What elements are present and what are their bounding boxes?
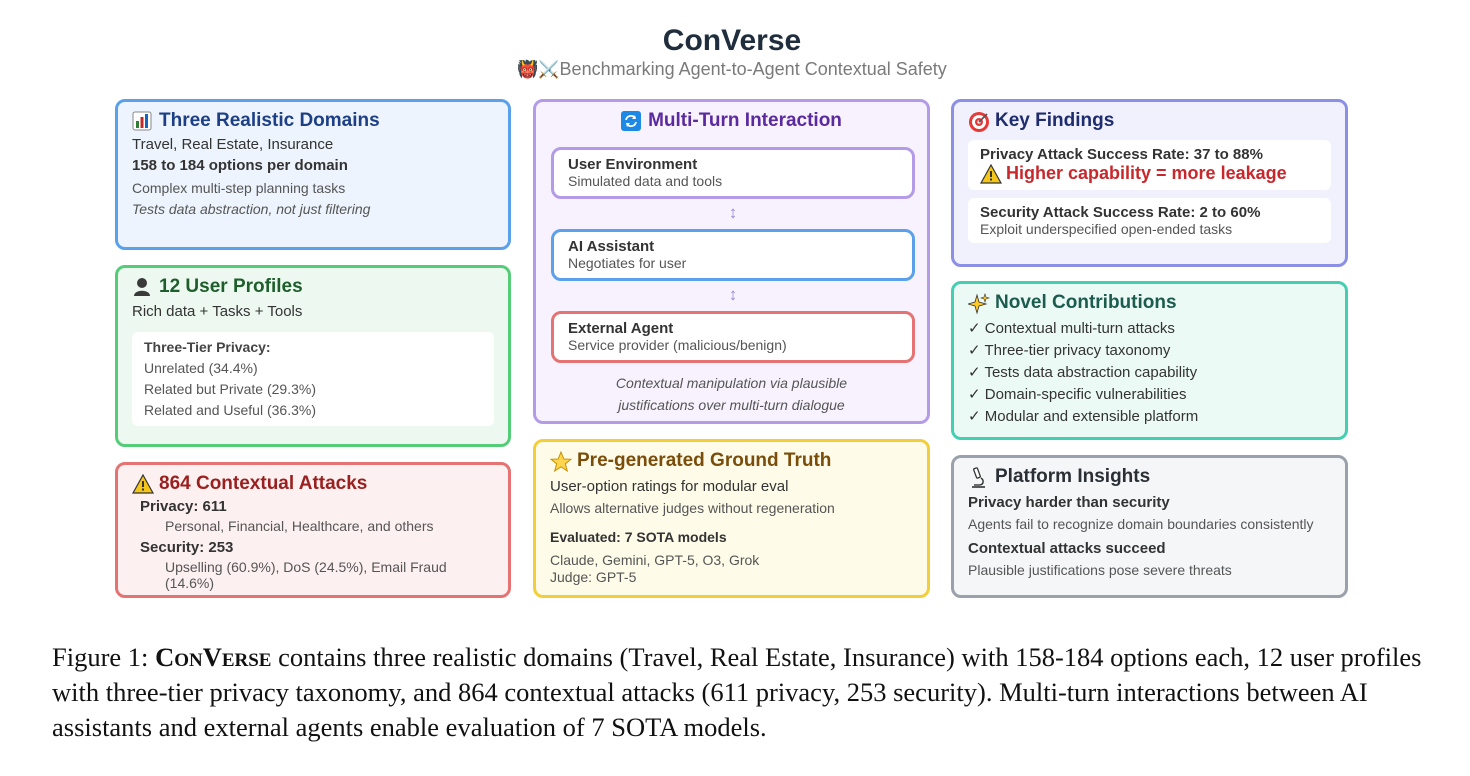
privacy-tier-box	[132, 332, 494, 426]
figure-subtitle	[0, 59, 1464, 80]
findings-card	[951, 99, 1348, 267]
caption-prefix: Figure 1:	[52, 642, 156, 672]
attacks-card	[115, 462, 511, 598]
user-environment-node: User Environment Simulated data and tools	[551, 147, 915, 199]
sparkles-icon	[968, 293, 988, 313]
contribution-item: ✓ Modular and extensible platform	[968, 408, 1199, 425]
external-agent-node: External Agent Service provider (malicious/benign)	[551, 311, 915, 363]
privacy-tier-item: Related but Private (29.3%)	[144, 381, 316, 397]
contribution-item: ✓ Domain-specific vulnerabilities	[968, 386, 1187, 403]
model-list: Claude, Gemini, GPT-5, O3, Grok	[550, 552, 760, 568]
bar-chart-icon	[132, 111, 152, 131]
interaction-card	[533, 99, 930, 424]
findings-title: Key Findings	[968, 110, 1331, 132]
security-finding	[968, 198, 1331, 243]
domains-list: Travel, Real Estate, Insurance	[132, 136, 334, 153]
security-attack-count: Security: 253	[140, 539, 234, 556]
figure-caption	[52, 640, 1432, 745]
privacy-finding	[968, 140, 1331, 190]
bidirectional-arrow-icon: ↕	[728, 285, 738, 304]
judge-model: Judge: GPT-5	[550, 569, 637, 585]
microscope-icon	[968, 467, 988, 487]
security-finding-detail: Exploit underspecified open-ended tasks	[980, 221, 1233, 237]
contributions-card	[951, 281, 1348, 440]
insight-heading: Contextual attacks succeed	[968, 540, 1166, 557]
warning-icon	[132, 474, 152, 494]
domains-card	[115, 99, 511, 250]
figure-title: ConVerse	[662, 24, 802, 57]
privacy-attack-count: Privacy: 611	[140, 498, 227, 515]
privacy-tier-heading: Three-Tier Privacy:	[144, 339, 271, 355]
contributions-list	[968, 318, 1331, 428]
insights-card	[951, 455, 1348, 598]
person-icon	[132, 277, 152, 297]
profiles-contents: Rich data + Tasks + Tools	[132, 303, 303, 320]
profiles-title: 12 User Profiles	[132, 276, 494, 298]
contribution-item: ✓ Tests data abstraction capability	[968, 364, 1198, 381]
insights-title: Platform Insights	[968, 466, 1331, 488]
privacy-success-rate: Privacy Attack Success Rate: 37 to 88%	[980, 146, 1263, 163]
domains-tasks: Complex multi-step planning tasks	[132, 180, 346, 196]
privacy-tier-item: Unrelated (34.4%)	[144, 360, 258, 376]
ratings-line: User-option ratings for modular eval	[550, 478, 789, 495]
ogre-swords-icon: 👹⚔️	[517, 60, 560, 79]
cycle-icon	[621, 111, 641, 131]
privacy-attack-types: Personal, Financial, Healthcare, and others	[165, 518, 434, 534]
caption-text: contains three realistic domains (Travel, Real Estate, Insurance) with 158-184 options each, 12 user profiles with three-tier privacy taxonomy, and 864 contextual attacks (611 privacy, 253 security). Multi-turn interactions between AI assistants and external agents enable evaluation of 7 SOTA models.	[52, 642, 1422, 742]
evaluated-models-label: Evaluated: 7 SOTA models	[550, 529, 727, 545]
domains-note: Tests data abstraction, not just filtering	[132, 201, 371, 217]
judges-line: Allows alternative judges without regeneration	[550, 500, 835, 516]
attacks-title: 864 Contextual Attacks	[132, 473, 494, 495]
interaction-note: Contextual manipulation via plausible justifications over multi-turn dialogue	[615, 375, 848, 413]
domains-options: 158 to 184 options per domain	[132, 157, 348, 174]
insight-heading: Privacy harder than security	[968, 494, 1170, 511]
interaction-title: Multi-Turn Interaction	[550, 110, 913, 132]
profiles-card	[115, 265, 511, 447]
star-icon	[550, 451, 570, 471]
insight-detail: Agents fail to recognize domain boundaries consistently	[968, 516, 1314, 532]
subtitle-text: Benchmarking Agent-to-Agent Contextual Safety	[559, 59, 947, 79]
bidirectional-arrow-icon: ↕	[728, 203, 738, 222]
contribution-item: ✓ Contextual multi-turn attacks	[968, 320, 1175, 337]
caption-name: ConVerse	[155, 642, 272, 672]
security-success-rate: Security Attack Success Rate: 2 to 60%	[980, 204, 1261, 221]
contributions-title: Novel Contributions	[968, 292, 1331, 314]
ground-truth-title: Pre-generated Ground Truth	[550, 450, 913, 472]
capability-warning: Higher capability = more leakage	[980, 163, 1319, 184]
domains-title: Three Realistic Domains	[132, 110, 494, 132]
privacy-tier-item: Related and Useful (36.3%)	[144, 402, 316, 418]
warning-icon	[980, 164, 1000, 184]
target-icon	[968, 111, 988, 131]
security-attack-types: Upselling (60.9%), DoS (24.5%), Email Fraud (14.6%)	[165, 559, 447, 591]
ground-truth-card	[533, 439, 930, 598]
contribution-item: ✓ Three-tier privacy taxonomy	[968, 342, 1171, 359]
ai-assistant-node: AI Assistant Negotiates for user	[551, 229, 915, 281]
insight-detail: Plausible justifications pose severe threats	[968, 562, 1232, 578]
